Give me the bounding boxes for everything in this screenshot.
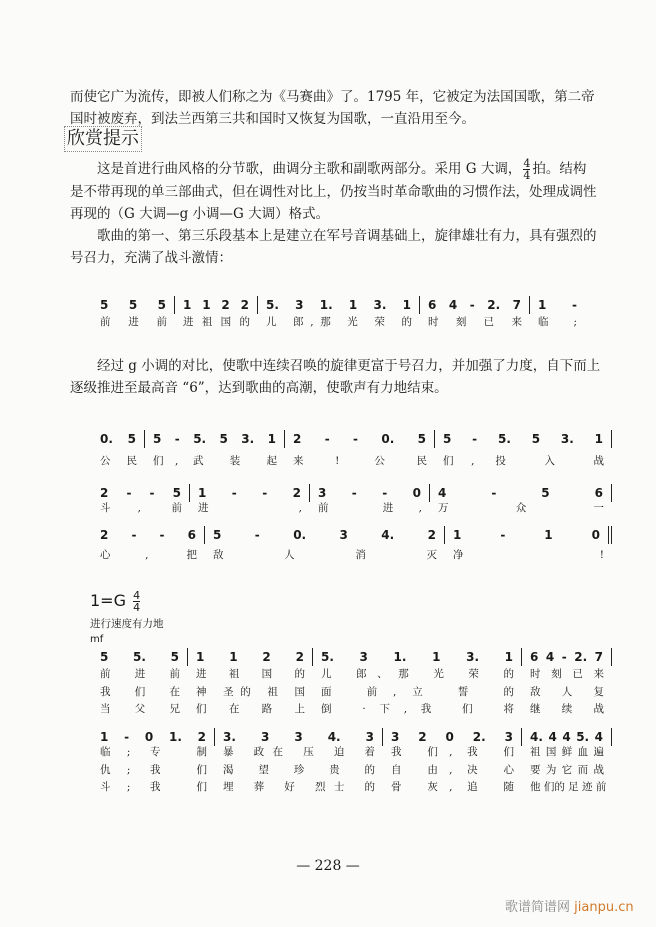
measure: 1 1 2 2 bbox=[175, 296, 258, 314]
lyric-segment: 敌 人 复 bbox=[530, 686, 604, 698]
measure: 2 - - 6 bbox=[92, 526, 205, 544]
lyric-segment: 儿 郎、那 光 荣 的 bbox=[321, 668, 514, 680]
lyric-segment: 儿 郎,那 光 荣 的 bbox=[266, 316, 412, 328]
lyric-line bbox=[92, 500, 614, 516]
section-heading: 欣赏提示 bbox=[64, 126, 142, 152]
notation-system bbox=[92, 648, 614, 666]
key-label: 1=G bbox=[90, 591, 126, 610]
lyric-segment: 万 众 一 bbox=[438, 502, 604, 514]
measure: 1 - 1 0 bbox=[445, 526, 612, 544]
lyric-segment: 进, bbox=[198, 502, 302, 514]
lyric-segment: 们 在 路 上 bbox=[196, 703, 305, 715]
lyric-segment: 进 祖 国 的 bbox=[196, 668, 305, 680]
time-num: 4 bbox=[523, 157, 531, 170]
intro-line-2: 国时被废弃，到法兰西第三共和国时又恢复为国歌，一直沿用至今。 bbox=[70, 111, 475, 127]
lyric-segment: 自 由, 决 心 bbox=[391, 764, 514, 776]
lyric-segment: 临; 专 制 bbox=[100, 746, 207, 758]
measure: 6 4 - 2. 7 bbox=[522, 648, 612, 666]
lyric-line bbox=[92, 314, 614, 330]
lyric-line bbox=[92, 453, 614, 469]
lyric-segment: 前 进 前 bbox=[100, 316, 167, 328]
intro-line-1: 而使它广为流传，即被人们称之为《马赛曲》了。1795 年，它被定为法国国歌，第二帝 bbox=[70, 89, 595, 105]
para3-line-2: 逐级推进至最高音 “6”，达到歌曲的高潮，使歌声有力地结束。 bbox=[70, 380, 448, 396]
lyric-segment: 埋 葬 好 烈士 的 bbox=[223, 781, 375, 793]
lyric-segment: 我 们, 我 们 bbox=[391, 746, 514, 758]
lyric-line bbox=[92, 701, 614, 717]
para1-line-2: 是不带再现的单三部曲式，但在调性对比上，仍按当时革命歌曲的习惯作法，处理成调性 bbox=[70, 184, 597, 200]
watermark bbox=[505, 896, 634, 915]
score-time-den: 4 bbox=[133, 601, 141, 614]
tempo-marking: 进行速度有力地 bbox=[90, 618, 164, 630]
lyric-segment: 我 们 在 bbox=[100, 686, 180, 698]
lyric-segment: 斗; 我 们 bbox=[100, 781, 207, 793]
measure: 5 5 5 bbox=[92, 296, 175, 314]
score-time-num: 4 bbox=[133, 589, 141, 602]
lyric-segment: 神 圣的 祖 国 bbox=[196, 686, 305, 698]
para2-line-2: 号召力，充满了战斗激情： bbox=[70, 250, 232, 266]
lyric-segment: 斗, 前 bbox=[100, 502, 182, 514]
lyric-segment: 前 进, bbox=[318, 502, 422, 514]
lyric-line bbox=[92, 666, 614, 682]
measure: 1 - - 2 bbox=[190, 484, 310, 502]
lyric-segment: 临; bbox=[538, 316, 577, 328]
measure: 1 - bbox=[538, 298, 577, 312]
measure: 3 2 0 2. 3 bbox=[383, 728, 522, 746]
notation-system bbox=[92, 430, 614, 448]
lyric-segment: 当 父 兄 bbox=[100, 703, 180, 715]
lyric-segment: 倒 ·下,我 们 将 bbox=[321, 703, 514, 715]
notation-system bbox=[92, 526, 614, 544]
measure: 3 - - 0 bbox=[310, 484, 430, 502]
para1-line-1 bbox=[70, 158, 615, 181]
measure: 5 - 0. 3 4. 2 bbox=[205, 526, 445, 544]
time-signature bbox=[523, 158, 530, 181]
measure: 1 - 0 1. 2 bbox=[92, 728, 215, 746]
para1-text-b: 拍。结构 bbox=[532, 161, 587, 177]
lyric-segment: 暴 政在 压 迫 着 bbox=[223, 746, 375, 758]
notation-system bbox=[92, 296, 614, 314]
lyric-segment: 面 前,立 誓 的 bbox=[321, 686, 514, 698]
lyric-line bbox=[92, 762, 614, 778]
lyric-segment: 要 为 它 而 战 bbox=[530, 764, 604, 776]
key-signature bbox=[90, 590, 142, 613]
lyric-segment: 净! bbox=[453, 549, 604, 561]
measure: 2 - - 0. 5 bbox=[285, 430, 435, 448]
lyric-line bbox=[92, 684, 614, 700]
lyric-segment: 来! 公民 bbox=[293, 455, 427, 467]
lyric-segment: 们, 投 入 战 bbox=[443, 455, 604, 467]
para2-line-1: 歌曲的第一、第三乐段基本上是建立在军号音调基础上，旋律雄壮有力，具有强烈的 bbox=[70, 228, 597, 244]
lyric-segment: 们, 武 装 起 bbox=[153, 455, 277, 467]
lyric-segment: 进 祖 国 的 bbox=[183, 316, 250, 328]
para3-line-1: 经过 g 小调的对比，使歌中连续召唤的旋律更富于号召力，并加强了力度，自下而上 bbox=[70, 358, 601, 374]
lyric-segment: 前 进 前 bbox=[100, 668, 180, 680]
measure: 5 - 5. 5 3. 1 bbox=[435, 430, 612, 448]
lyric-segment: 时 刻 已 来 bbox=[428, 316, 522, 328]
lyric-segment: 祖 国 鲜 血 遍 bbox=[530, 746, 604, 758]
lyric-line bbox=[92, 547, 614, 563]
lyric-line bbox=[92, 779, 614, 795]
measure: 5. 3 1. 1 3. 1 bbox=[313, 648, 522, 666]
measure: 4. 4 4 5. 4 bbox=[522, 728, 612, 746]
lyric-segment: 他 们的 足 迹 前 bbox=[530, 781, 607, 793]
measure: 3. 3 3 4. 3 bbox=[215, 728, 383, 746]
lyric-segment: 渴 望 珍 贵 的 bbox=[223, 764, 375, 776]
time-den: 4 bbox=[523, 169, 531, 182]
lyric-segment: 继 续 战 bbox=[530, 703, 604, 715]
measure: 1 1 2 2 bbox=[188, 648, 313, 666]
dynamic-marking: mf bbox=[90, 634, 104, 645]
measure: 6 4 - 2. 7 bbox=[420, 296, 530, 314]
lyric-segment: 公民 bbox=[100, 455, 137, 467]
measure: 5 5. 5 bbox=[92, 648, 188, 666]
lyric-line bbox=[92, 744, 614, 760]
para1-text-a: 这是首进行曲风格的分节歌，曲调分主歌和副歌两部分。采用 G 大调， bbox=[70, 161, 522, 177]
watermark-cn: 歌谱简谱网 bbox=[505, 900, 571, 915]
measure: 5 - 5. 5 3. 1 bbox=[145, 430, 285, 448]
measure: 0. 5 bbox=[92, 430, 145, 448]
lyric-segment: 骨 灰, 追 随 bbox=[391, 781, 514, 793]
measure: 4 - 5 6 bbox=[430, 484, 612, 502]
page-number: — 228 — bbox=[296, 858, 360, 874]
lyric-segment: 时 刻 已 来 bbox=[530, 668, 604, 680]
watermark-en: jianpu.cn bbox=[574, 900, 634, 915]
score-time-signature bbox=[133, 590, 140, 613]
lyric-segment: 心, 把 bbox=[100, 549, 197, 561]
para1-line-3: 再现的（G 大调—g 小调—G 大调）格式。 bbox=[70, 206, 330, 222]
measure: 5. 3 1. 1 3. 1 bbox=[258, 296, 420, 314]
lyric-segment: 仇; 我 们 bbox=[100, 764, 207, 776]
lyric-segment: 敌 人 消 灭 bbox=[213, 549, 437, 561]
measure: 2 - - 5 bbox=[92, 484, 190, 502]
